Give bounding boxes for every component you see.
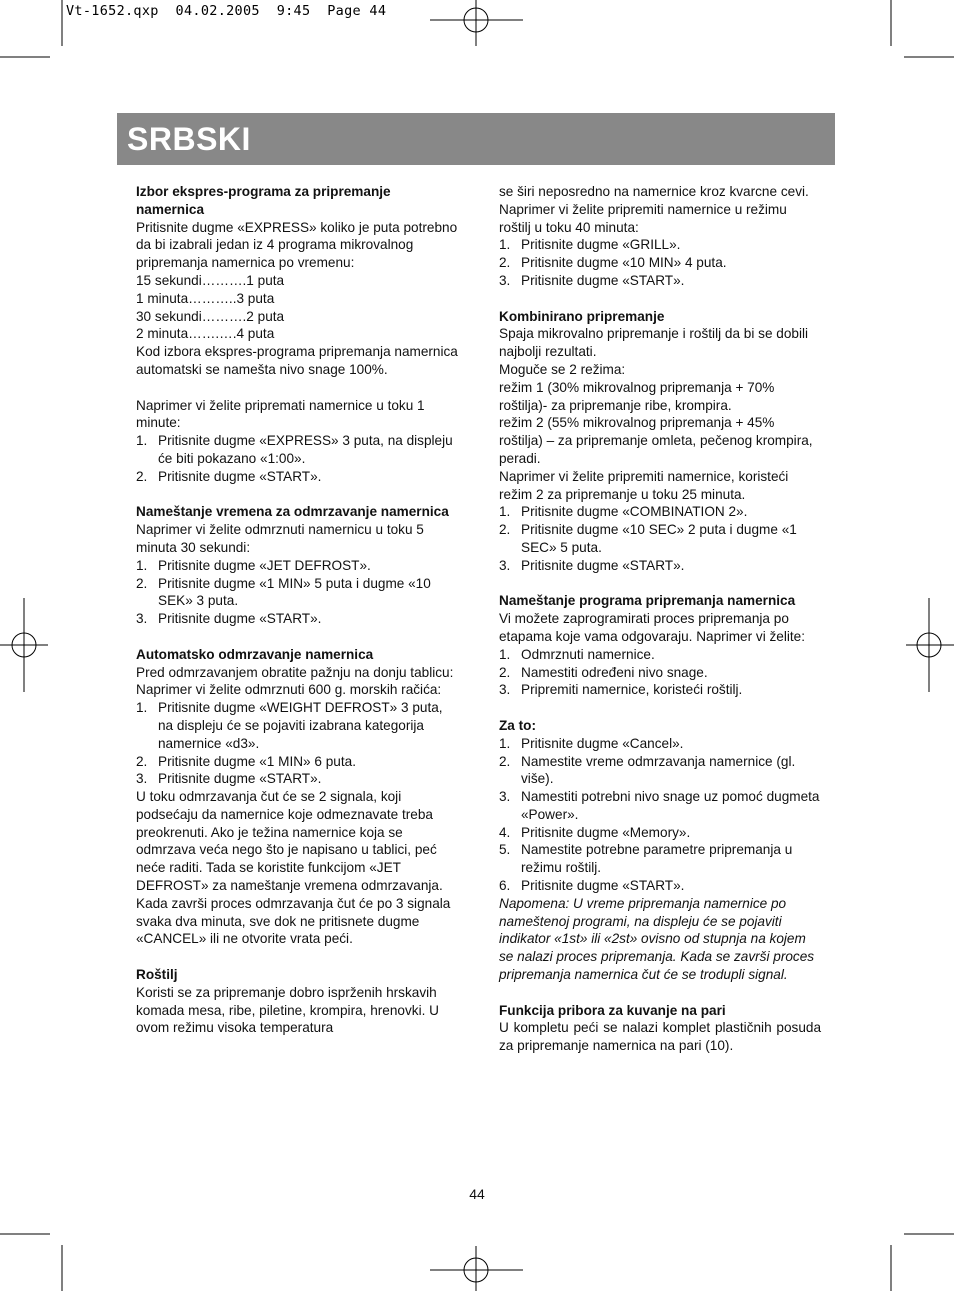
list-item: 3. Pritisnite dugme «START». bbox=[136, 611, 322, 627]
section-heading-express: Izbor ekspres-programa za pripremanje namernica bbox=[136, 184, 391, 217]
list-item: 2. Namestite vreme odmrzavanja namernice (gl. više). bbox=[499, 753, 796, 787]
paragraph: Vi možete zaprogramirati proces pripremanja po etapama koje vama odgovaraju. Naprimer vi želite: bbox=[499, 611, 806, 644]
paragraph: Moguče se 2 režima: bbox=[499, 361, 626, 377]
list-item: 1. Pritisnite dugme «GRILL». bbox=[499, 237, 681, 253]
language-banner bbox=[117, 113, 835, 165]
list-item: 1. Pritisnite dugme «JET DEFROST». bbox=[136, 557, 371, 573]
paragraph: Spaja mikrovalno pripremanje i roštilj da bi se dobili najbolji rezultati. bbox=[499, 326, 809, 360]
list-item: 3. Pritisnite dugme «START». bbox=[136, 771, 322, 787]
right-column bbox=[499, 183, 821, 1055]
section-heading-combination: Kombinirano pripremanje bbox=[499, 308, 665, 324]
list-item: 1. Pritisnite dugme «WEIGHT DEFROST» 3 puta, na displeju će se pojaviti izabrana kategorija namernice «d3». bbox=[136, 700, 443, 751]
paragraph: se širi neposredno na namernice kroz kvarcne cevi. bbox=[499, 184, 809, 199]
paragraph: Kada završi proces odmrzavanja čut će po 3 signala svaka dva minuta, sve dok ne pritisnete dugme «CANCEL» ili ne otvorite vrata peći. bbox=[136, 895, 451, 947]
list-item: 2. Pritisnite dugme «START». bbox=[136, 468, 322, 484]
timing-line: 15 sekundi……….1 puta bbox=[136, 272, 285, 288]
timing-line: 30 sekundi……….2 puta bbox=[136, 308, 285, 324]
list-item: 1. Pritisnite dugme «Cancel». bbox=[499, 735, 684, 751]
paragraph: Pritisnite dugme «EXPRESS» koliko je puta potrebno da bi izabrali jedan iz 4 programa mikrovalnog pripremanja namernica po vremenu: bbox=[136, 219, 458, 271]
paragraph: Naprimer vi želite odmrznuti 600 g. morskih račića: bbox=[136, 682, 442, 698]
page-number: 44 bbox=[469, 1186, 485, 1202]
left-column bbox=[136, 183, 458, 1037]
paragraph: Naprimer vi želite pripremiti namernice u režimu roštilj u toku 40 minuta: bbox=[499, 201, 787, 235]
paragraph: U toku odmrzavanja čut će se 2 signala, koji podsećaju da namernice koje odmeznavate treba preokrenuti. Ako je težina namernice koja se odmrzava veća nego što je napisano u tablici, peć neće raditi. Tada se koristite funkcijom «JET DEFROST» za nameštanje vremena odmrzavanja. bbox=[136, 789, 443, 894]
paragraph: Kod izbora ekspres-programa pripremanja namernica automatski se namešta nivo snage 100%. bbox=[136, 344, 458, 377]
list-item: 3. Pritisnite dugme «START». bbox=[499, 272, 685, 288]
timing-line: 2 minuta…….….4 puta bbox=[136, 326, 275, 342]
list-item: 2. Pritisnite dugme «1 MIN» 5 puta i dugme «10 SEK» 3 puta. bbox=[136, 575, 431, 609]
list-item: 6. Pritisnite dugme «START». bbox=[499, 878, 685, 894]
section-heading-steps: Za to: bbox=[499, 717, 536, 733]
section-heading-steam: Funkcija pribora za kuvanje na pari bbox=[499, 1002, 726, 1018]
paragraph: Naprimer vi želite pripremati namernice u toku 1 minute: bbox=[136, 397, 425, 431]
list-item: 5. Namestite potrebne parametre pripremanja u režimu roštilj. bbox=[499, 842, 793, 876]
paragraph: Naprimer vi želite pripremiti namernice, koristeći režim 2 za pripremanje u toku 25 minuta. bbox=[499, 468, 789, 502]
list-item: 1. Pritisnite dugme «EXPRESS» 3 puta, na displeju će biti pokazano «1:00». bbox=[136, 433, 453, 466]
paragraph: Naprimer vi želite odmrznuti namernicu u toku 5 minuta 30 sekundi: bbox=[136, 522, 424, 555]
section-heading-defrost-time: Nameštanje vremena za odmrzavanje namernica bbox=[136, 504, 449, 520]
list-item: 2. Pritisnite dugme «10 SEC» 2 puta i dugme «1 SEC» 5 puta. bbox=[499, 522, 797, 555]
list-item: 1. Pritisnite dugme «COMBINATION 2». bbox=[499, 504, 748, 520]
print-slug: Vt-1652.qxp 04.02.2005 9:45 Page 44 bbox=[66, 3, 387, 19]
paragraph: U kompletu peći se nalazi komplet plastičnih posuda za pripremanje namernica na pari (10). bbox=[499, 1020, 821, 1054]
banner-title: SRBSKI bbox=[127, 121, 251, 157]
list-item: 3. Pritisnite dugme «START». bbox=[499, 557, 685, 573]
timing-line: 1 minuta………..3 puta bbox=[136, 290, 275, 306]
section-heading-program: Nameštanje programa pripremanja namernica bbox=[499, 593, 796, 609]
list-item: 3. Namestiti potrebni nivo snage uz pomoć dugmeta «Power». bbox=[499, 789, 820, 822]
list-item: 2. Namestiti određeni nivo snage. bbox=[499, 664, 708, 680]
list-item: 1. Odmrznuti namernice. bbox=[499, 646, 655, 662]
section-heading-grill: Roštilj bbox=[136, 967, 178, 983]
list-item: 4. Pritisnite dugme «Memory». bbox=[499, 824, 691, 840]
paragraph: Pred odmrzavanjem obratite pažnju na donju tablicu: bbox=[136, 664, 454, 680]
list-item: 3. Pripremiti namernice, koristeći roštilj. bbox=[499, 682, 743, 698]
note-text: Napomena: U vreme pripremanja namernice po nameštenoj programi, na displeju će se pojaviti indikator «1st» ili «2st» ovisno od stupnja na kojem se nalazi proces pripremanja. Kada se završi proces pripremanja namernica čut će se trodupli signal. bbox=[499, 895, 815, 983]
list-item: 2. Pritisnite dugme «10 MIN» 4 puta. bbox=[499, 255, 727, 271]
section-heading-auto-defrost: Automatsko odmrzavanje namernica bbox=[136, 646, 374, 662]
paragraph: Koristi se za pripremanje dobro ispržеnih hrskavih komada mesa, ribe, piletine, krompira, hrenovki. U ovom režimu visoka temperatura bbox=[136, 984, 439, 1036]
paragraph: režim 2 (55% mikrovalnog pripremanja + 45% roštilja) – za pripremanje omleta, pečenog krompira, peradi. bbox=[499, 415, 813, 466]
list-item: 2. Pritisnite dugme «1 MIN» 6 puta. bbox=[136, 753, 356, 769]
paragraph: režim 1 (30% mikrovalnog pripremanja + 70% roštilja)- za pripremanje ribe, krompira. bbox=[499, 379, 775, 413]
